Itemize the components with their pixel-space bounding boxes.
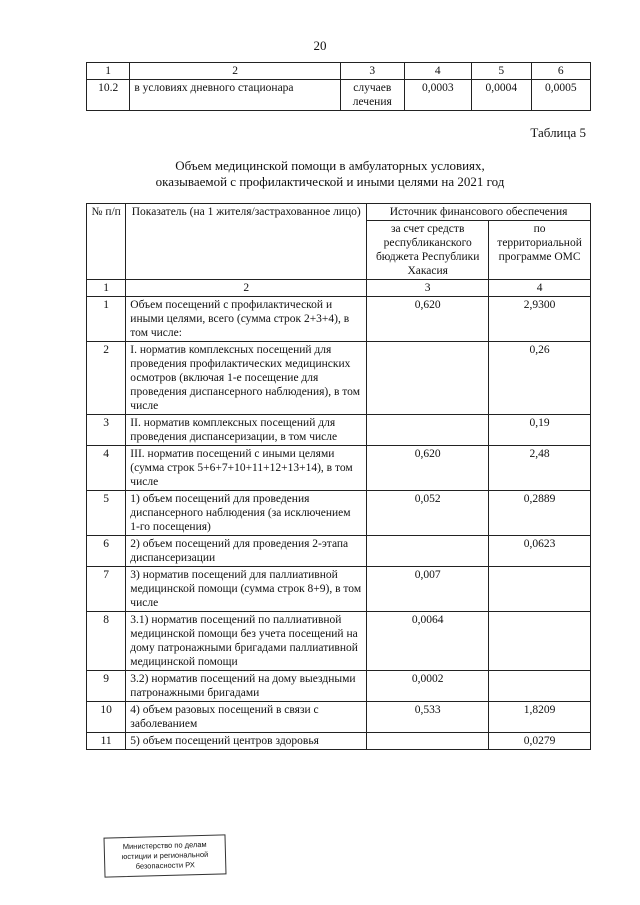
row-oms-value: 0,2889 — [489, 491, 591, 536]
col-index: 1 — [87, 280, 126, 297]
col-index: 4 — [489, 280, 591, 297]
row-indicator: 3) норматив посещений для паллиативной медицинской помощи (сумма строк 8+9), в том числе — [126, 567, 367, 612]
row-indicator: в условиях дневного стационара — [130, 80, 341, 111]
row-indicator: III. норматив посещений с иными целями (сумма строк 5+6+7+10+11+12+13+14), в том числе — [126, 446, 367, 491]
row-number: 8 — [87, 612, 126, 671]
table-row — [87, 415, 591, 446]
page-number: 20 — [313, 38, 327, 53]
table-row — [87, 491, 591, 536]
row-indicator: 5) объем посещений центров здоровья — [126, 733, 367, 750]
row-number: 6 — [87, 536, 126, 567]
row-budget-value — [367, 733, 489, 750]
row-indicator: 1) объем посещений для проведения диспансерного наблюдения (за исключением 1-го посещения) — [126, 491, 367, 536]
row-number: 7 — [87, 567, 126, 612]
row-oms-value — [489, 612, 591, 671]
row-budget-value: 0,620 — [367, 297, 489, 342]
table-row — [87, 536, 591, 567]
row-budget-value: 0,620 — [367, 446, 489, 491]
row-oms-value: 1,8209 — [489, 702, 591, 733]
col-index: 3 — [367, 280, 489, 297]
table-body — [87, 297, 591, 750]
row-indicator: 3.1) норматив посещений по паллиативной медицинской помощи без учета посещений на дому патронажными бригадами паллиативной медицинской помощи — [126, 612, 367, 671]
table-row — [87, 342, 591, 415]
row-oms-value — [489, 567, 591, 612]
row-number: 9 — [87, 671, 126, 702]
registration-stamp: Министерство по делам юстиции и региональной безопасности РХ — [103, 834, 226, 877]
row-number: 4 — [87, 446, 126, 491]
row-budget-value: 0,052 — [367, 491, 489, 536]
row-budget-value: 0,533 — [367, 702, 489, 733]
row-oms-value — [489, 671, 591, 702]
table-row — [87, 671, 591, 702]
header-budget: за счет средств республиканского бюджета Республики Хакасия — [367, 221, 489, 280]
header-number: № п/п — [87, 204, 126, 280]
row-oms-value: 0,0623 — [489, 536, 591, 567]
table-row — [87, 733, 591, 750]
col-index: 1 — [87, 63, 130, 80]
row-indicator: Объем посещений с профилактической и иными целями, всего (сумма строк 2+3+4), в том числе: — [126, 297, 367, 342]
row-oms-value: 0,19 — [489, 415, 591, 446]
col-index: 2 — [126, 280, 367, 297]
title-line: Объем медицинской помощи в амбулаторных условиях, — [175, 158, 485, 173]
col-index: 2 — [130, 63, 341, 80]
col-index: 6 — [531, 63, 590, 80]
row-oms-value: 2,48 — [489, 446, 591, 491]
col-index: 3 — [341, 63, 405, 80]
row-budget-value: 0,0002 — [367, 671, 489, 702]
table-index-row — [87, 280, 591, 297]
row-value: 0,0004 — [472, 80, 531, 111]
row-budget-value: 0,0064 — [367, 612, 489, 671]
title-line: оказываемой с профилактической и иными целями на 2021 год — [155, 174, 505, 189]
row-indicator: II. норматив комплексных посещений для проведения диспансеризации, в том числе — [126, 415, 367, 446]
row-number: 1 — [87, 297, 126, 342]
row-number: 10.2 — [87, 80, 130, 111]
row-number: 11 — [87, 733, 126, 750]
row-number: 3 — [87, 415, 126, 446]
row-budget-value — [367, 415, 489, 446]
row-unit: случаев лечения — [341, 80, 405, 111]
continuation-table — [86, 62, 591, 111]
col-index: 5 — [472, 63, 531, 80]
table-title — [60, 158, 600, 190]
header-oms: по территориальной программе ОМС — [489, 221, 591, 280]
row-number: 5 — [87, 491, 126, 536]
row-budget-value — [367, 342, 489, 415]
main-table — [86, 203, 591, 750]
row-indicator: 2) объем посещений для проведения 2-этапа диспансеризации — [126, 536, 367, 567]
row-indicator: 4) объем разовых посещений в связи с заболеванием — [126, 702, 367, 733]
table-label: Таблица 5 — [530, 125, 586, 140]
row-oms-value: 2,9300 — [489, 297, 591, 342]
header-source: Источник финансового обеспечения — [367, 204, 591, 221]
table-row — [87, 80, 591, 111]
table-row — [87, 612, 591, 671]
row-value: 0,0005 — [531, 80, 590, 111]
row-value: 0,0003 — [404, 80, 472, 111]
row-budget-value — [367, 536, 489, 567]
table-row — [87, 297, 591, 342]
table-header-row — [87, 63, 591, 80]
table-header-row — [87, 204, 591, 221]
row-oms-value: 0,0279 — [489, 733, 591, 750]
row-indicator: I. норматив комплексных посещений для проведения профилактических медицинских осмотров (включая 1-е посещение для проведения диспансерного наблюдения), в том числе — [126, 342, 367, 415]
row-number: 10 — [87, 702, 126, 733]
table-row — [87, 702, 591, 733]
col-index: 4 — [404, 63, 472, 80]
table-row — [87, 446, 591, 491]
table-row — [87, 567, 591, 612]
row-oms-value: 0,26 — [489, 342, 591, 415]
header-indicator: Показатель (на 1 жителя/застрахованное лицо) — [126, 204, 367, 280]
row-budget-value: 0,007 — [367, 567, 489, 612]
row-indicator: 3.2) норматив посещений на дому выездными патронажными бригадами — [126, 671, 367, 702]
row-number: 2 — [87, 342, 126, 415]
